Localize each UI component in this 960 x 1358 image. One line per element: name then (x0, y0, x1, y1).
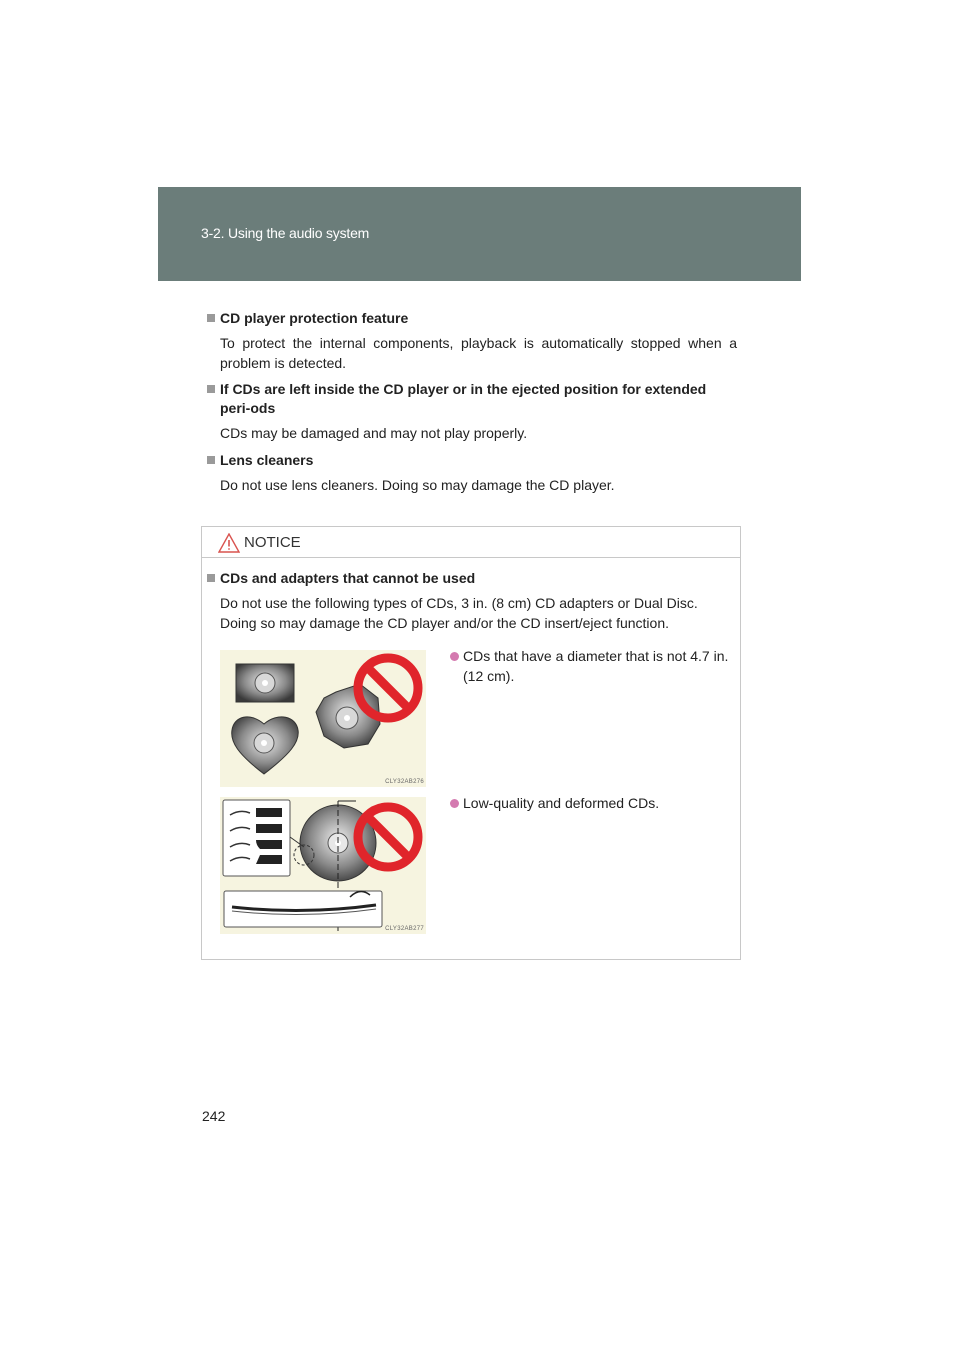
notice-section (207, 569, 722, 633)
figure-code: CLY32AB276 (385, 779, 424, 785)
odd-shaped-cds-illustration (220, 650, 426, 787)
section-lens-cleaners (207, 451, 737, 496)
warning-triangle-icon (218, 533, 240, 553)
section-cd-protection (207, 309, 737, 373)
square-bullet-icon (207, 574, 215, 582)
round-bullet-icon (450, 652, 459, 661)
figure-deformed-cds (220, 797, 426, 934)
section-heading: Lens cleaners (220, 452, 314, 468)
bullet-text: CDs that have a diameter that is not 4.7 in. (12 cm). (463, 648, 729, 684)
section-title: 3-2. Using the audio system (201, 225, 370, 241)
section-body: Do not use lens cleaners. Doing so may damage the CD player. (220, 477, 615, 493)
square-bullet-icon (207, 314, 215, 322)
square-bullet-icon (207, 456, 215, 464)
figure-code: CLY32AB277 (385, 926, 424, 932)
notice-title: NOTICE (244, 534, 301, 551)
section-heading: If CDs are left inside the CD player or in the ejected position for extended peri-ods (220, 381, 707, 416)
section-header-bar (158, 187, 801, 281)
figure-odd-shaped-cds (220, 650, 426, 787)
round-bullet-icon (450, 799, 459, 808)
deformed-cds-illustration (220, 797, 426, 934)
page-number: 242 (202, 1108, 226, 1124)
prohibited-sign-icon (358, 658, 418, 718)
section-cds-left-inside (207, 380, 737, 444)
notice-bullet-item (450, 647, 740, 686)
notice-header (202, 527, 740, 558)
square-bullet-icon (207, 385, 215, 393)
section-heading: CD player protection feature (220, 310, 409, 326)
notice-bullet-item (450, 794, 740, 814)
bullet-text: Low-quality and deformed CDs. (463, 795, 660, 811)
section-body: To protect the internal components, playback is automatically stopped when a problem is detected. (220, 335, 737, 371)
section-body: CDs may be damaged and may not play properly. (220, 425, 528, 441)
notice-body: Do not use the following types of CDs, 3 in. (8 cm) CD adapters or Dual Disc. Doing so may damage the CD player and/or the CD insert/eject function. (220, 595, 698, 631)
notice-heading: CDs and adapters that cannot be used (220, 570, 476, 586)
